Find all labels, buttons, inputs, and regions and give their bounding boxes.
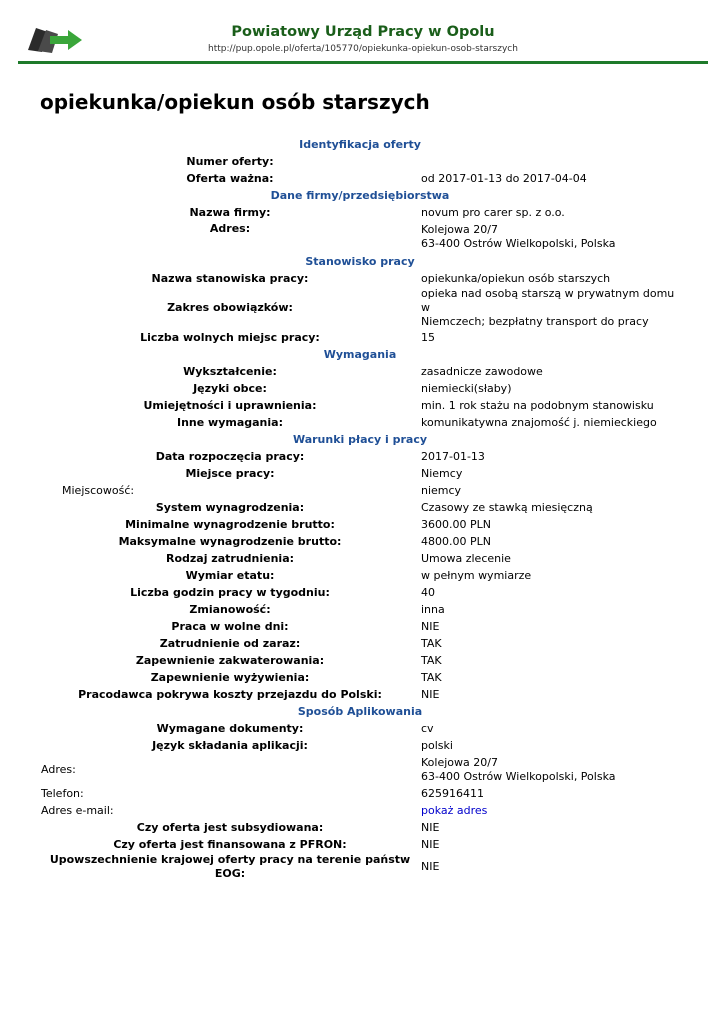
detail-value-line: NIE	[421, 820, 440, 834]
detail-value	[420, 499, 680, 516]
detail-label: System wynagrodzenia:	[155, 500, 305, 514]
section-heading-row	[40, 346, 680, 363]
detail-value	[420, 819, 680, 836]
detail-value-line: NIE	[421, 619, 440, 633]
detail-row	[40, 287, 680, 329]
detail-value	[420, 482, 680, 499]
detail-row	[40, 601, 680, 618]
detail-value	[420, 754, 680, 785]
detail-value-line: 3600.00 PLN	[421, 517, 491, 531]
header-divider	[18, 61, 708, 64]
section-heading-row	[40, 253, 680, 270]
detail-label: Nazwa firmy:	[189, 205, 271, 219]
detail-label: Adres e-mail:	[41, 803, 114, 817]
detail-value-line: 2017-01-13	[421, 449, 485, 463]
detail-value	[420, 550, 680, 567]
detail-label: Zatrudnienie od zaraz:	[159, 636, 301, 650]
detail-row	[40, 785, 680, 802]
detail-row	[40, 204, 680, 221]
detail-value-line: niemcy	[421, 483, 462, 497]
detail-label: Zapewnienie wyżywienia:	[150, 670, 310, 684]
detail-row	[40, 836, 680, 853]
detail-value-line: Czasowy ze stawką miesięczną	[421, 500, 593, 514]
detail-value-line: w pełnym wymiarze	[421, 568, 532, 582]
detail-label: Liczba godzin pracy w tygodniu:	[130, 585, 330, 599]
detail-value-line: inna	[421, 602, 445, 616]
detail-value	[420, 465, 680, 482]
detail-row	[40, 414, 680, 431]
detail-label: Upowszechnienie krajowej oferty pracy na terenie państw EOG:	[49, 853, 411, 880]
detail-value	[420, 635, 680, 652]
detail-value	[420, 853, 680, 881]
detail-label: Inne wymagania:	[177, 415, 283, 429]
detail-row	[40, 363, 680, 380]
detail-label: Liczba wolnych miejsc pracy:	[140, 330, 320, 344]
detail-row	[40, 819, 680, 836]
detail-value-line: novum pro carer sp. z o.o.	[421, 205, 565, 219]
detail-value	[420, 533, 680, 550]
detail-row	[40, 465, 680, 482]
detail-label: Wymagane dokumenty:	[156, 721, 304, 735]
detail-row	[40, 380, 680, 397]
detail-value	[420, 170, 680, 187]
detail-value	[420, 836, 680, 853]
detail-label: Nazwa stanowiska pracy:	[151, 271, 309, 285]
detail-value	[420, 153, 680, 170]
detail-value-line: 15	[421, 330, 435, 344]
detail-value-line: Niemcy	[421, 466, 463, 480]
detail-value	[420, 448, 680, 465]
site-title: Powiatowy Urząd Pracy w Opolu	[231, 24, 495, 40]
detail-label: Zmianowość:	[189, 602, 271, 616]
detail-value	[420, 329, 680, 346]
detail-value-line: opiekunka/opiekun osób starszych	[421, 271, 611, 285]
detail-row	[40, 533, 680, 550]
detail-label: Wymiar etatu:	[185, 568, 275, 582]
detail-label: Oferta ważna:	[186, 171, 274, 185]
detail-value	[420, 802, 680, 819]
detail-value-line: Kolejowa 20/7	[421, 755, 498, 769]
detail-row	[40, 482, 680, 499]
detail-value	[420, 397, 680, 414]
detail-value	[420, 618, 680, 635]
detail-value-line: min. 1 rok stażu na podobnym stanowisku	[421, 398, 654, 412]
detail-value-line: 40	[421, 585, 435, 599]
page-url: http://pup.opole.pl/oferta/105770/opiekunka-opiekun-osob-starszych	[208, 44, 518, 54]
detail-value-line: polski	[421, 738, 453, 752]
detail-value-line: TAK	[421, 653, 442, 667]
detail-label: Rodzaj zatrudnienia:	[165, 551, 295, 565]
detail-row	[40, 221, 680, 253]
detail-value-line: 625916411	[421, 786, 484, 800]
detail-value	[420, 380, 680, 397]
detail-value-line: 63-400 Ostrów Wielkopolski, Polska	[421, 237, 616, 250]
detail-value	[420, 652, 680, 669]
section-heading: Warunki płacy i pracy	[292, 432, 428, 446]
detail-row	[40, 448, 680, 465]
offer-details-table	[40, 136, 680, 881]
detail-value-line: zasadnicze zawodowe	[421, 364, 543, 378]
detail-row	[40, 329, 680, 346]
detail-value	[420, 221, 680, 253]
detail-value	[420, 669, 680, 686]
detail-value	[420, 720, 680, 737]
detail-value-line: Umowa zlecenie	[421, 551, 511, 565]
detail-value	[420, 287, 680, 329]
section-heading-row	[40, 703, 680, 720]
detail-value-line: Kolejowa 20/7	[421, 223, 498, 236]
detail-row	[40, 567, 680, 584]
detail-row	[40, 516, 680, 533]
detail-value	[420, 270, 680, 287]
section-heading: Identyfikacja oferty	[299, 137, 421, 151]
detail-label: Adres:	[209, 222, 251, 235]
detail-value	[420, 686, 680, 703]
detail-label: Języki obce:	[193, 381, 267, 395]
detail-label: Adres:	[41, 762, 76, 776]
section-heading: Dane firmy/przedsiębiorstwa	[270, 188, 450, 202]
detail-label: Pracodawca pokrywa koszty przejazdu do Polski:	[78, 687, 382, 701]
detail-value-line: TAK	[421, 636, 442, 650]
detail-value	[420, 785, 680, 802]
detail-label: Numer oferty:	[186, 154, 274, 168]
detail-value-line: NIE	[421, 860, 440, 873]
section-heading-row	[40, 431, 680, 448]
detail-label: Telefon:	[41, 786, 84, 800]
detail-value	[420, 567, 680, 584]
detail-value-line: cv	[421, 721, 434, 735]
detail-label: Wykształcenie:	[183, 364, 277, 378]
show-email-link[interactable]: pokaż adres	[421, 803, 488, 817]
detail-row	[40, 170, 680, 187]
detail-label: Czy oferta jest finansowana z PFRON:	[113, 837, 347, 851]
detail-row	[40, 584, 680, 601]
detail-row	[40, 153, 680, 170]
section-heading-row	[40, 187, 680, 204]
detail-row	[40, 720, 680, 737]
detail-value	[420, 363, 680, 380]
section-heading: Sposób Aplikowania	[297, 704, 423, 718]
detail-row	[40, 635, 680, 652]
detail-row	[40, 397, 680, 414]
detail-label: Język składania aplikacji:	[152, 738, 308, 752]
detail-row	[40, 270, 680, 287]
detail-value-line: opieka nad osobą starszą w prywatnym domu w	[421, 287, 675, 314]
detail-value	[420, 516, 680, 533]
detail-row	[40, 499, 680, 516]
detail-value	[420, 414, 680, 431]
detail-row	[40, 802, 680, 819]
detail-value	[420, 584, 680, 601]
section-heading: Wymagania	[323, 347, 397, 361]
detail-row	[40, 618, 680, 635]
detail-value-line: Niemczech; bezpłatny transport do pracy	[421, 315, 649, 328]
detail-row	[40, 754, 680, 785]
detail-value	[420, 737, 680, 754]
detail-label: Minimalne wynagrodzenie brutto:	[125, 517, 335, 531]
section-heading: Stanowisko pracy	[305, 254, 415, 268]
detail-label: Praca w wolne dni:	[171, 619, 289, 633]
detail-row	[40, 737, 680, 754]
section-heading-row	[40, 136, 680, 153]
detail-value-line: 4800.00 PLN	[421, 534, 491, 548]
detail-value-line: komunikatywna znajomość j. niemieckiego	[421, 415, 657, 429]
detail-value-line: TAK	[421, 670, 442, 684]
detail-row	[40, 652, 680, 669]
site-header	[18, 16, 708, 62]
detail-value	[420, 601, 680, 618]
detail-row	[40, 686, 680, 703]
detail-label: Zakres obowiązków:	[167, 301, 293, 314]
detail-label: Miejscowość:	[62, 483, 135, 497]
detail-value-line: od 2017-01-13 do 2017-04-04	[421, 171, 587, 185]
detail-row	[40, 669, 680, 686]
detail-label: Miejsce pracy:	[185, 466, 275, 480]
detail-value-line: niemiecki(słaby)	[421, 381, 512, 395]
detail-row	[40, 550, 680, 567]
detail-row	[40, 853, 680, 881]
detail-value-line: 63-400 Ostrów Wielkopolski, Polska	[421, 769, 616, 783]
detail-label: Maksymalne wynagrodzenie brutto:	[118, 534, 342, 548]
detail-label: Umiejętności i uprawnienia:	[143, 398, 317, 412]
detail-value-line: NIE	[421, 687, 440, 701]
detail-label: Zapewnienie zakwaterowania:	[135, 653, 325, 667]
detail-label: Czy oferta jest subsydiowana:	[136, 820, 324, 834]
detail-value	[420, 204, 680, 221]
page-title: opiekunka/opiekun osób starszych	[40, 90, 430, 114]
detail-label: Data rozpoczęcia pracy:	[155, 449, 305, 463]
detail-value-line: NIE	[421, 837, 440, 851]
